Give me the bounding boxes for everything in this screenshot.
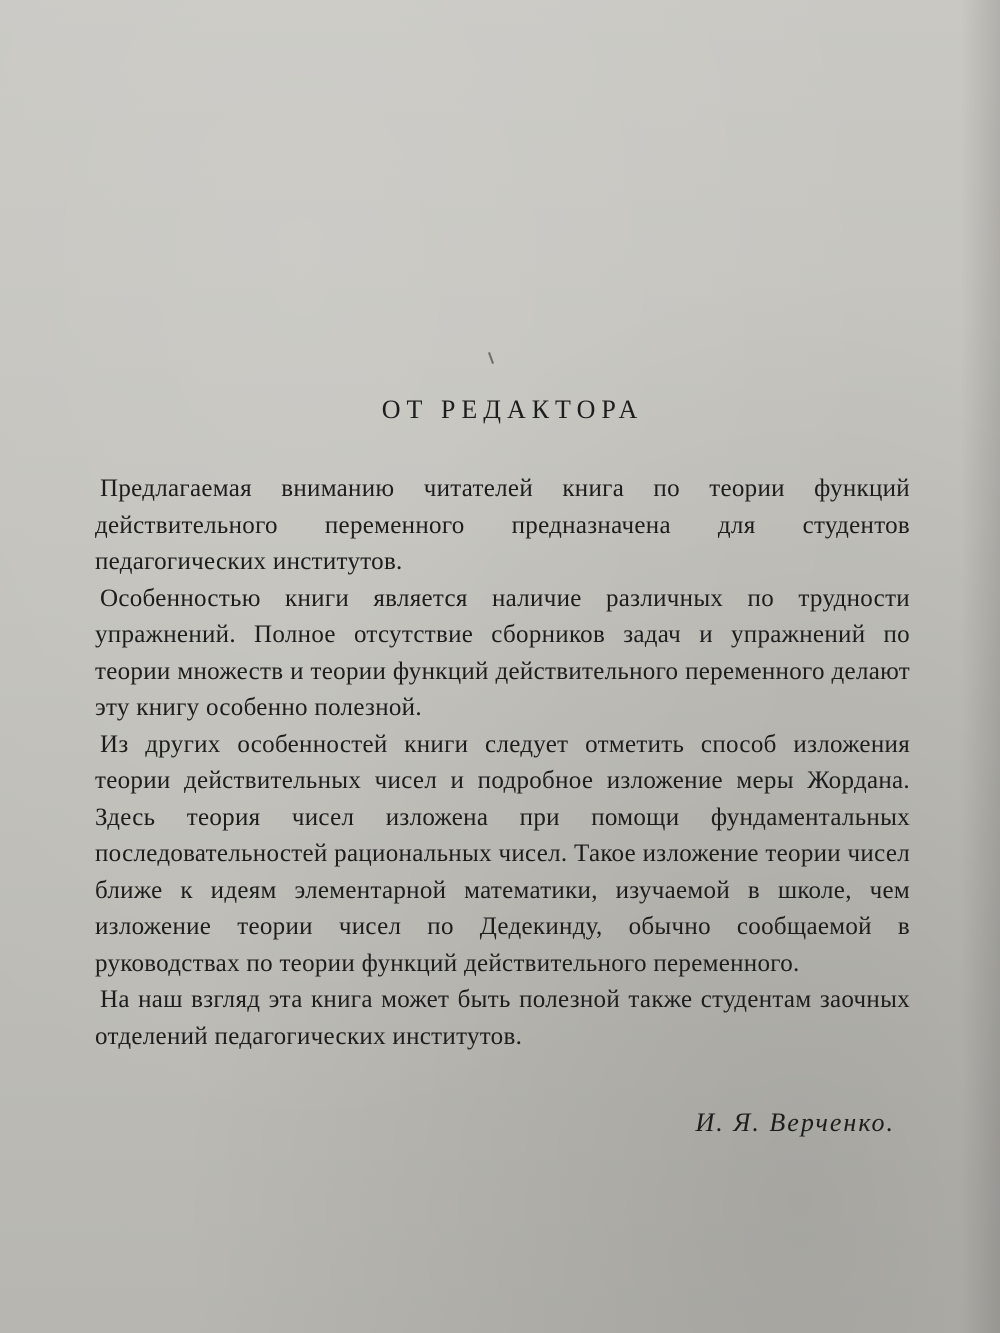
paragraph-2: Особенностью книги является наличие различных по трудности упражнений. Полное отсутствие сборников задач и упражнений по теории множеств и теории функций действительного переменного делают эту книгу особенно полезной. (95, 584, 910, 721)
paragraph-3: Из других особенностей книги следует отметить способ изложения теории действительных чисел и подробное изложение меры Жордана. Здесь теория чисел изложена при помощи фундаментальных последовательностей рациональных чисел. Такое изложение теории чисел ближе к идеям элементарной математики, изучаемой в школе, чем изложение теории чисел по Дедекинду, обычно сообщаемой в руководствах по теории функций действительного переменного. (95, 730, 910, 977)
page-content (95, 385, 910, 1055)
page-edge-shadow (960, 0, 1000, 1333)
paragraph-4: На наш взгляд эта книга может быть полезной также студентам заочных отделений педагогических институтов. (95, 986, 910, 1050)
paper-speck (488, 352, 494, 364)
paragraph-1: Предлагаемая вниманию читателей книга по теории функций действительного переменного предназначена для студентов педагогических институтов. (95, 475, 910, 575)
editor-signature: И. Я. Верченко. (695, 1108, 895, 1137)
page-heading: ОТ РЕДАКТОРА (381, 395, 644, 424)
